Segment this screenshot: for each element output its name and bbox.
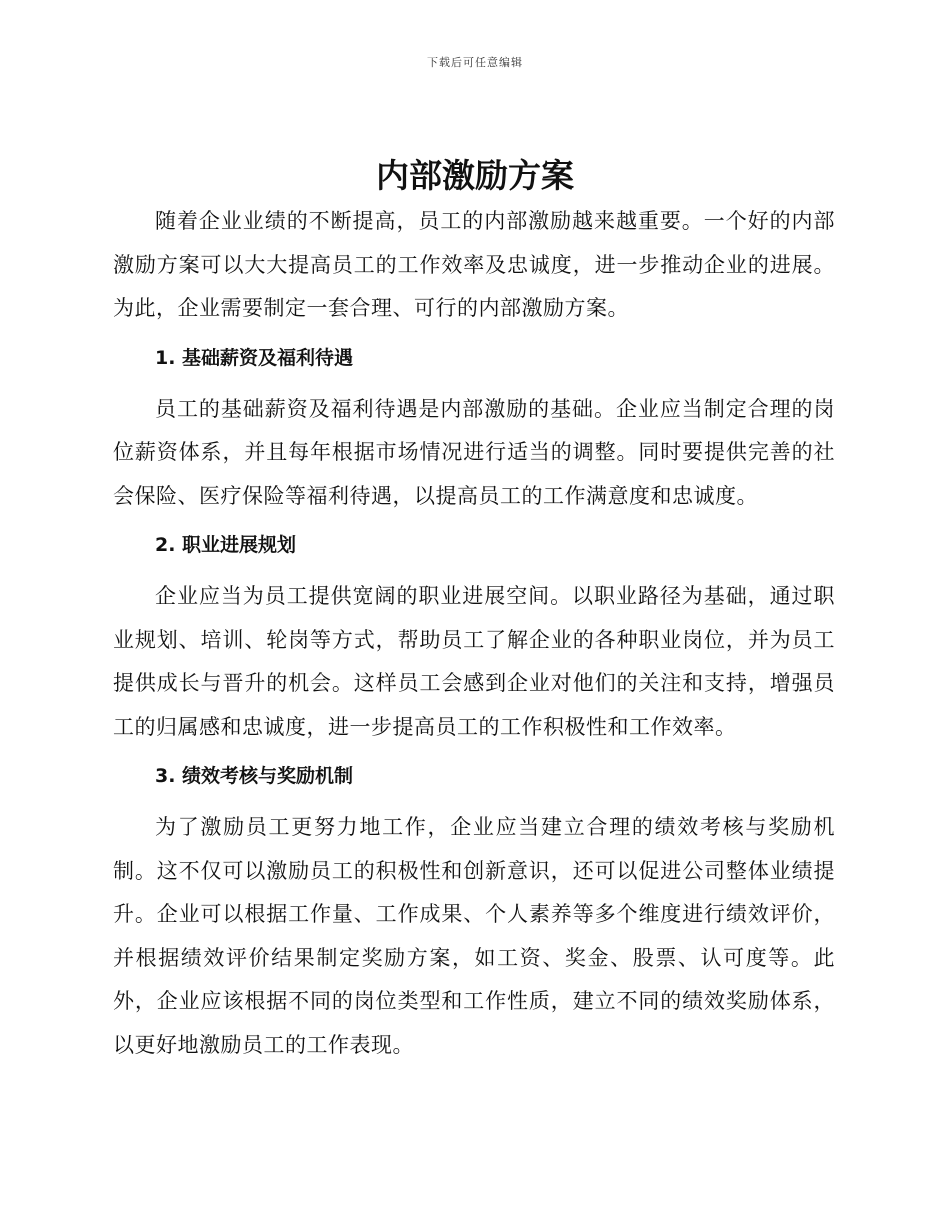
section-body-3: 为了激励员工更努力地工作，企业应当建立合理的绩效考核与奖励机制。这不仅可以激励员工的积极性和创新意识，还可以促进公司整体业绩提升。企业可以根据工作量、工作成果、个人素养等多个维度进行绩效评价，并根据绩效评价结果制定奖励方案，如工资、奖金、股票、认可度等。此外，企业应该根据不同的岗位类型和工作性质，建立不同的绩效奖励体系，以更好地激励员工的工作表现。 <box>113 815 835 1057</box>
section-body-2: 企业应当为员工提供宽阔的职业进展空间。以职业路径为基础，通过职业规划、培训、轮岗等方式，帮助员工了解企业的各种职业岗位，并为员工提供成长与晋升的机会。这样员工会感到企业对他们的关注和支持，增强员工的归属感和忠诚度，进一步提高员工的工作积极性和工作效率。 <box>113 584 835 739</box>
header-note: 下载后可任意编辑 <box>427 56 523 69</box>
document-body <box>113 200 835 1067</box>
section-heading-2: 2. 职业进展规划 <box>155 534 297 556</box>
section-body-1: 员工的基础薪资及福利待遇是内部激励的基础。企业应当制定合理的岗位薪资体系，并且每年根据市场情况进行适当的调整。同时要提供完善的社会保险、医疗保险等福利待遇，以提高员工的工作满意度和忠诚度。 <box>113 396 835 508</box>
section-heading-3: 3. 绩效考核与奖励机制 <box>155 765 354 787</box>
intro-paragraph: 随着企业业绩的不断提高，员工的内部激励越来越重要。一个好的内部激励方案可以大大提高员工的工作效率及忠诚度，进一步推动企业的进展。为此，企业需要制定一套合理、可行的内部激励方案。 <box>113 209 835 320</box>
document-title: 内部激励方案 <box>376 156 574 195</box>
section-heading-1: 1. 基础薪资及福利待遇 <box>155 346 354 369</box>
